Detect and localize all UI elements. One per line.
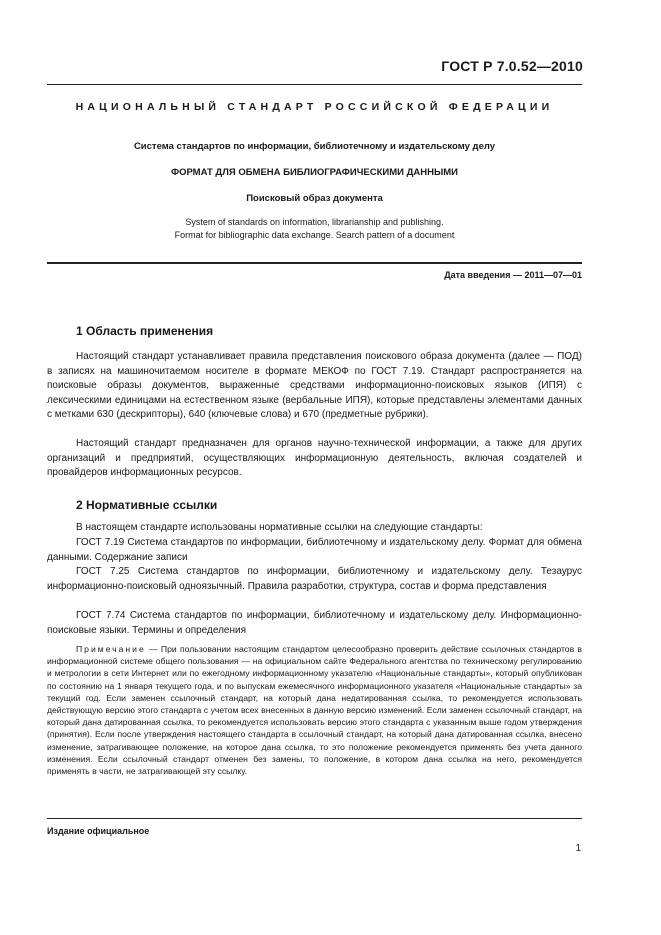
title-rule <box>47 262 582 264</box>
section-1-heading: 1 Область применения <box>76 324 214 338</box>
english-title-line-2: Format for bibliographic data exchange. Search pattern of a document <box>174 230 455 240</box>
official-edition-label: Издание официальное <box>47 826 150 836</box>
reference-gost-7-74: ГОСТ 7.74 Система стандартов по информации, библиотечному и издательскому делу. Информационно-поисковые языки. Термины и определения <box>47 610 582 636</box>
normative-note <box>47 643 582 777</box>
reference-gost-7-19: ГОСТ 7.19 Система стандартов по информации, библиотечному и издательскому делу. Формат для обмена данными. Содержание записи <box>47 537 582 563</box>
document-code: ГОСТ Р 7.0.52—2010 <box>441 58 583 74</box>
note-label: Примечание <box>76 644 146 654</box>
page-number: 1 <box>575 843 581 854</box>
reference-gost-7-25: ГОСТ 7.25 Система стандартов по информации, библиотечному и издательскому делу. Тезаурус информационно-поисковый одноязычный. Правила разработки, структура, состав и форма представления <box>47 566 582 592</box>
national-standard-banner: НАЦИОНАЛЬНЫЙ СТАНДАРТ РОССИЙСКОЙ ФЕДЕРАЦИИ <box>75 101 554 113</box>
section-1-paragraph-1: Настоящий стандарт устанавливает правила представления поискового образа документа (далее — ПОД) в записях на машиночитаемом носителе в формате МЕКОФ по ГОСТ 7.19. Стандарт распространяется на поисковые образы документов, выраженные средствами информационно-поисковых языков (ИПЯ) с лексическими единицами на естественном языке (вербальные ИПЯ), которые представлены элементами данных с метками 630 (дескрипторы), 640 (ключевые слова) и 670 (предметные рубрики). <box>47 351 582 421</box>
footer-rule <box>47 818 582 819</box>
english-title <box>47 216 582 242</box>
note-text: — При пользовании настоящим стандартом целесообразно проверить действие ссылочных стандартов в информационной системе общего пользования — на официальном сайте Федерального агентства по техническому регулированию и метрологии в сети Интернет или по ежегодному информационному указателю «Национальные стандарты», который опубликован по состоянию на 1 января текущего года, и по выпускам ежемесячного информационного указателя «Национальные стандарты» за текущий год. Если заменен ссылочный стандарт, на который дана недатированная ссылка, то рекомендуется использовать действующую версию этого стандарта с учетом всех внесенных в данную версию изменений. Если заменен ссылочный стандарт, на который дана датированная ссылка, то рекомендуется использовать версию этого стандарта с указанным выше годом утверждения (принятия). Если после утверждения настоящего стандарта в ссылочный стандарт, на который дана датированная ссылка, внесено изменение, затрагивающее положение, на которое дана ссылка, то это положение рекомендуется применять без учета данного изменения. Если ссылочный стандарт отменен без замены, то положение, в котором дана ссылка на него, рекомендуется применять в части, не затрагивающей эту ссылку. <box>47 644 582 777</box>
section-1-paragraph-2: Настоящий стандарт предназначен для органов научно-технической информации, а также для других организаций и предприятий, осуществляющих информационную деятельность, включая создателей и провайдеров информационных ресурсов. <box>47 438 582 479</box>
section-2-intro: В настоящем стандарте использованы нормативные ссылки на следующие стандарты: <box>76 522 483 533</box>
document-subtitle: Поисковый образ документа <box>246 193 383 204</box>
english-title-line-1: System of standards on information, librarianship and publishing. <box>185 217 444 227</box>
header-rule <box>47 84 582 85</box>
section-2-heading: 2 Нормативные ссылки <box>76 498 218 512</box>
standards-series-title: Система стандартов по информации, библиотечному и издательскому делу <box>133 141 496 152</box>
introduction-date: Дата введения — 2011—07—01 <box>444 270 582 280</box>
document-title: ФОРМАТ ДЛЯ ОБМЕНА БИБЛИОГРАФИЧЕСКИМИ ДАННЫМИ <box>170 167 459 178</box>
